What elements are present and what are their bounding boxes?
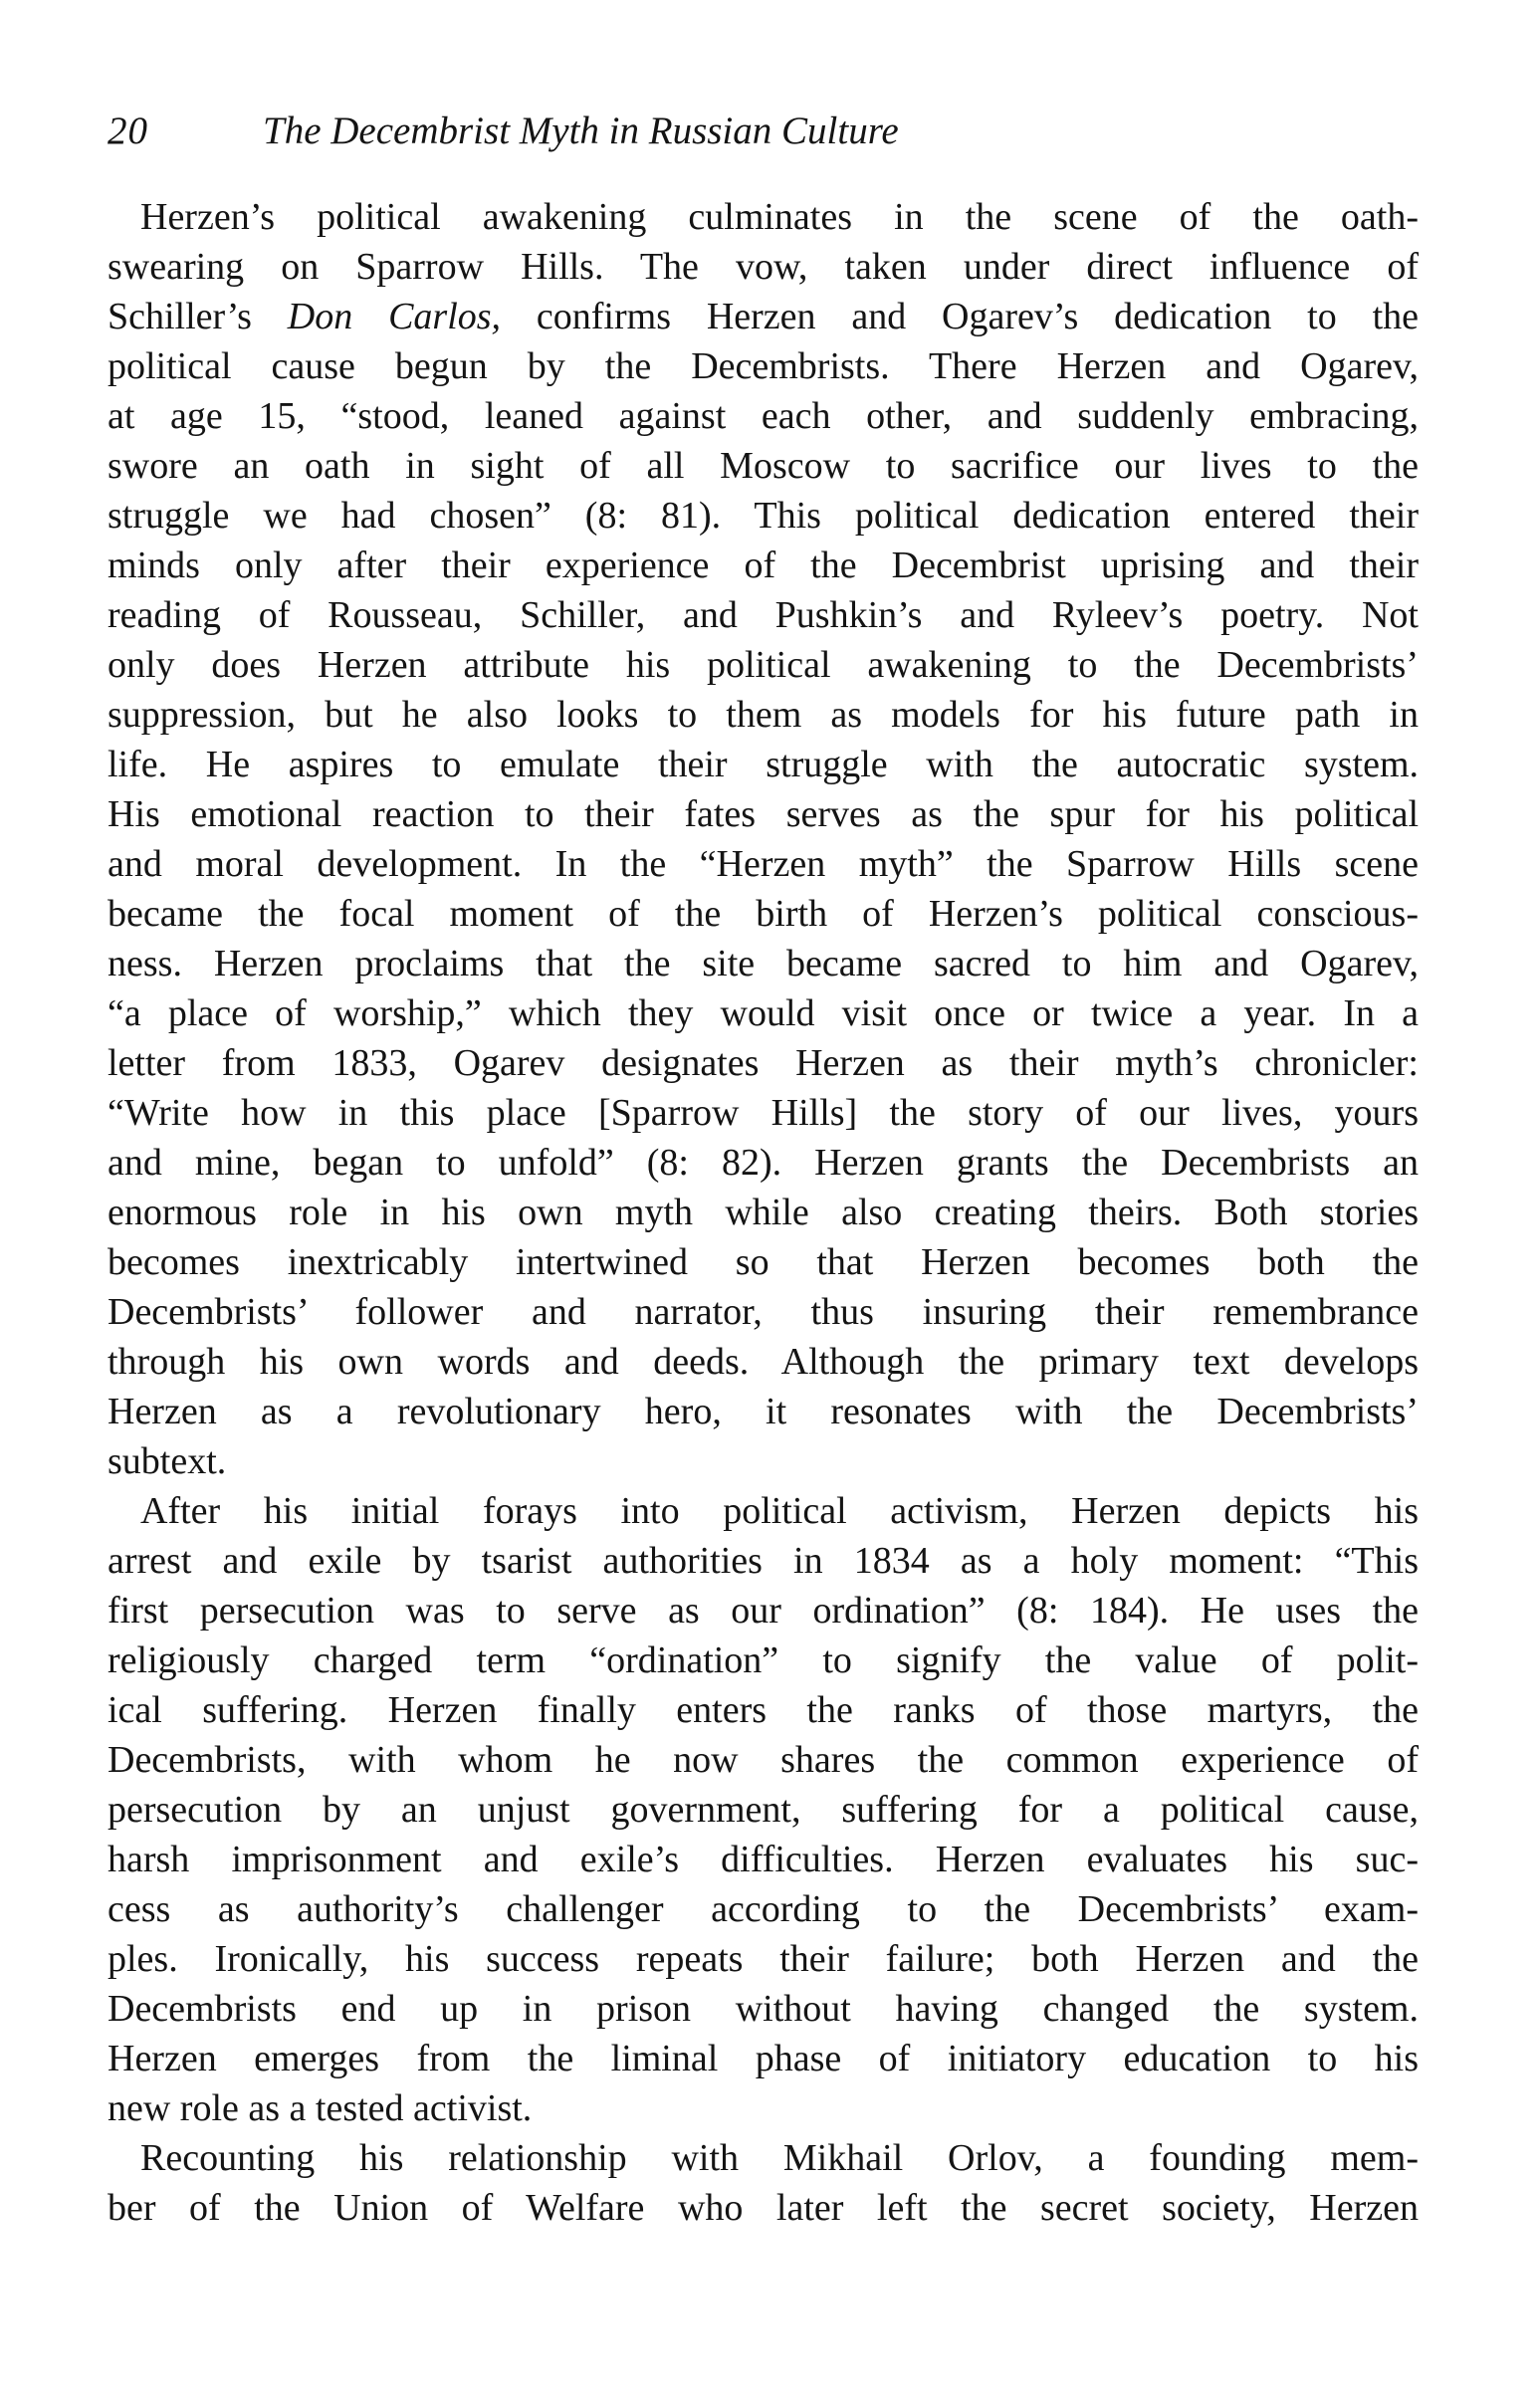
text-line: first persecution was to serve as our ordination” (8: 184). He uses the (108, 1590, 1419, 1632)
text-line: and moral development. In the “Herzen myth” the Sparrow Hills scene (108, 843, 1419, 885)
running-head (108, 108, 1419, 155)
text-line: subtext. (108, 1440, 227, 1482)
text-line: ples. Ironically, his success repeats their failure; both Herzen and the (108, 1938, 1419, 1980)
running-title: The Decembrist Myth in Russian Culture (263, 109, 899, 152)
paragraph (108, 2133, 1419, 2233)
text-line: Herzen’s political awakening culminates in the scene of the oath- (140, 196, 1419, 238)
text-line: life. He aspires to emulate their struggle with the autocratic system. (108, 744, 1419, 785)
paragraph (108, 1486, 1419, 2133)
text-line: new role as a tested activist. (108, 2087, 533, 2129)
text-line: Schiller’s Don Carlos, confirms Herzen and Ogarev’s dedication to the (108, 296, 1419, 337)
text-line: Recounting his relationship with Mikhail Orlov, a founding mem- (140, 2137, 1419, 2179)
text-line: suppression, but he also looks to them as models for his future path in (108, 694, 1419, 736)
text-line: and mine, began to unfold” (8: 82). Herzen grants the Decembrists an (108, 1142, 1419, 1184)
text-line: persecution by an unjust government, suffering for a political cause, (108, 1789, 1419, 1831)
text-line: ness. Herzen proclaims that the site became sacred to him and Ogarev, (108, 943, 1419, 984)
text-line: only does Herzen attribute his political awakening to the Decembrists’ (108, 644, 1419, 686)
text-line: ber of the Union of Welfare who later left the secret society, Herzen (108, 2187, 1419, 2229)
paragraph (108, 192, 1419, 1486)
text-line: becomes inextricably intertwined so that Herzen becomes both the (108, 1241, 1419, 1283)
text-line: Decembrists, with whom he now shares the common experience of (108, 1739, 1419, 1781)
page-number: 20 (108, 109, 148, 152)
text-line: struggle we had chosen” (8: 81). This political dedication entered their (108, 495, 1419, 537)
text-line: ical suffering. Herzen finally enters the ranks of those martyrs, the (108, 1689, 1419, 1731)
text-line: Decembrists end up in prison without having changed the system. (108, 1988, 1419, 2030)
text-line: cess as authority’s challenger according to the Decembrists’ exam- (108, 1888, 1419, 1930)
text-line: Decembrists’ follower and narrator, thus insuring their remembrance (108, 1291, 1419, 1333)
text-line: swearing on Sparrow Hills. The vow, taken under direct influence of (108, 246, 1419, 288)
text-line: His emotional reaction to their fates serves as the spur for his political (108, 793, 1419, 835)
text-line: Herzen as a revolutionary hero, it resonates with the Decembrists’ (108, 1391, 1419, 1432)
text-line: enormous role in his own myth while also creating theirs. Both stories (108, 1192, 1419, 1233)
text-block (108, 192, 1419, 2233)
text-line: at age 15, “stood, leaned against each other, and suddenly embracing, (108, 395, 1419, 437)
text-line: harsh imprisonment and exile’s difficulties. Herzen evaluates his suc- (108, 1839, 1419, 1880)
text-line: After his initial forays into political activism, Herzen depicts his (140, 1490, 1419, 1532)
text-line: “a place of worship,” which they would visit once or twice a year. In a (108, 992, 1419, 1034)
text-line: minds only after their experience of the Decembrist uprising and their (108, 545, 1419, 586)
text-line: political cause begun by the Decembrists. There Herzen and Ogarev, (108, 345, 1419, 387)
text-line: through his own words and deeds. Although the primary text develops (108, 1341, 1419, 1383)
text-line: arrest and exile by tsarist authorities in 1834 as a holy moment: “This (108, 1540, 1419, 1582)
text-line: reading of Rousseau, Schiller, and Pushkin’s and Ryleev’s poetry. Not (108, 594, 1419, 636)
text-line: swore an oath in sight of all Moscow to sacrifice our lives to the (108, 445, 1419, 487)
text-line: “Write how in this place [Sparrow Hills] the story of our lives, yours (108, 1092, 1419, 1134)
text-line: religiously charged term “ordination” to signify the value of polit- (108, 1639, 1419, 1681)
text-line: became the focal moment of the birth of Herzen’s political conscious- (108, 893, 1419, 935)
text-line: letter from 1833, Ogarev designates Herzen as their myth’s chronicler: (108, 1042, 1419, 1084)
text-line: Herzen emerges from the liminal phase of initiatory education to his (108, 2038, 1419, 2079)
